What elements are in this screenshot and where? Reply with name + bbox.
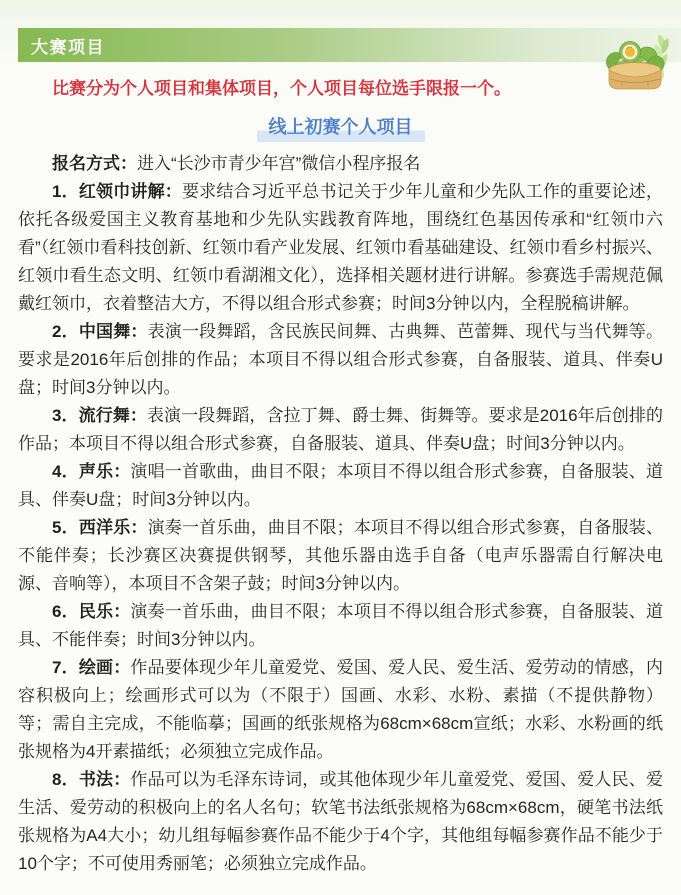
- registration-line: [18, 150, 663, 178]
- item-5-xiyangyue: [18, 514, 663, 598]
- item-4-text: 演唱一首歌曲，曲目不限；本项目不得以组合形式参赛，自备服装、道具、伴奏U盘；时间3分钟以内。: [18, 462, 663, 509]
- item-1-hongliingjin-jiangjie: [18, 178, 663, 318]
- item-1-text: 要求结合习近平总书记关于少年儿童和少先队工作的重要论述，依托各级爱国主义教育基地和少先队实践教育阵地，围绕红色基因传承和“红领巾六看”（红领巾看科技创新、红领巾看产业发展、红领巾看基础建设、红领巾看乡村振兴、红领巾看生态文明、红领巾看湖湘文化），选择相关题材进行讲解。参赛选手需规范佩戴红领巾，衣着整洁大方，不得以组合形式参赛；时间3分钟以内，全程脱稿讲解。: [18, 182, 663, 313]
- item-3-text: 表演一段舞蹈，含拉丁舞、爵士舞、街舞等。要求是2016年后创排的作品；本项目不得以组合形式参赛，自备服装、道具、伴奏U盘；时间3分钟以内。: [18, 406, 663, 453]
- subsection-title-row: [18, 113, 663, 142]
- item-3-label: 3．流行舞：: [52, 406, 147, 425]
- item-2-label: 2．中国舞：: [52, 322, 148, 341]
- item-6-text: 演奏一首乐曲，曲目不限；本项目不得以组合形式参赛，自备服装、道具、不能伴奏；时间3分钟以内。: [18, 602, 663, 649]
- intro-text: 比赛分为个人项目和集体项目，个人项目每位选手限报一个。: [52, 79, 511, 98]
- article-body: [0, 77, 681, 878]
- page-title: 大赛项目: [31, 37, 105, 57]
- item-1-label: 1．红领巾讲解：: [52, 182, 182, 201]
- registration-text: 进入“长沙市青少年宫”微信小程序报名: [137, 154, 421, 173]
- item-2-zhongguowu: [18, 318, 663, 402]
- subsection-title: 线上初赛个人项目: [257, 113, 425, 142]
- item-5-text: 演奏一首乐曲，曲目不限；本项目不得以组合形式参赛，自备服装、不能伴奏；长沙赛区决赛提供钢琴，其他乐器由选手自备（电声乐器需自行解决电源、音响等），本项目不含架子鼓；时间3分钟以内。: [18, 518, 663, 593]
- article-page: [0, 28, 681, 878]
- item-4-label: 4．声乐：: [52, 462, 131, 481]
- item-7-text: 作品要体现少年儿童爱党、爱国、爱人民、爱生活、爱劳动的情感，内容积极向上；绘画形式可以为（不限于）国画、水彩、水粉、素描（不提供静物）等；需自主完成，不能临摹；国画的纸张规格为68cm×68cm宣纸；水彩、水粉画的纸张规格为4开素描纸；必须独立完成作品。: [18, 658, 663, 761]
- item-7-huihua: [18, 654, 663, 766]
- item-7-label: 7．绘画：: [52, 658, 131, 677]
- item-8-shufa: [18, 766, 663, 878]
- item-3-liuxingwu: [18, 402, 663, 458]
- item-8-text: 作品可以为毛泽东诗词，或其他体现少年儿童爱党、爱国、爱人民、爱生活、爱劳动的积极向上的名人名句；软笔书法纸张规格为68cm×68cm，硬笔书法纸张规格为A4大小；幼儿组每幅参赛作品不能少于4个字，其他组每幅参赛作品不能少于10个字；不可使用秀丽笔；必须独立完成作品。: [18, 770, 663, 873]
- item-6-minyue: [18, 598, 663, 654]
- item-2-text: 表演一段舞蹈，含民族民间舞、古典舞、芭蕾舞、现代与当代舞等。要求是2016年后创排的作品；本项目不得以组合形式参赛，自备服装、道具、伴奏U盘；时间3分钟以内。: [18, 322, 663, 397]
- item-8-label: 8．书法：: [52, 770, 131, 789]
- steamer-basket-icon: [601, 32, 671, 98]
- registration-label: 报名方式：: [52, 154, 137, 173]
- item-6-label: 6．民乐：: [52, 602, 131, 621]
- item-5-label: 5．西洋乐：: [52, 518, 148, 537]
- item-4-shengyue: [18, 458, 663, 514]
- section-header-bar: [18, 28, 681, 62]
- bamboo-steamer-icon: [609, 63, 661, 90]
